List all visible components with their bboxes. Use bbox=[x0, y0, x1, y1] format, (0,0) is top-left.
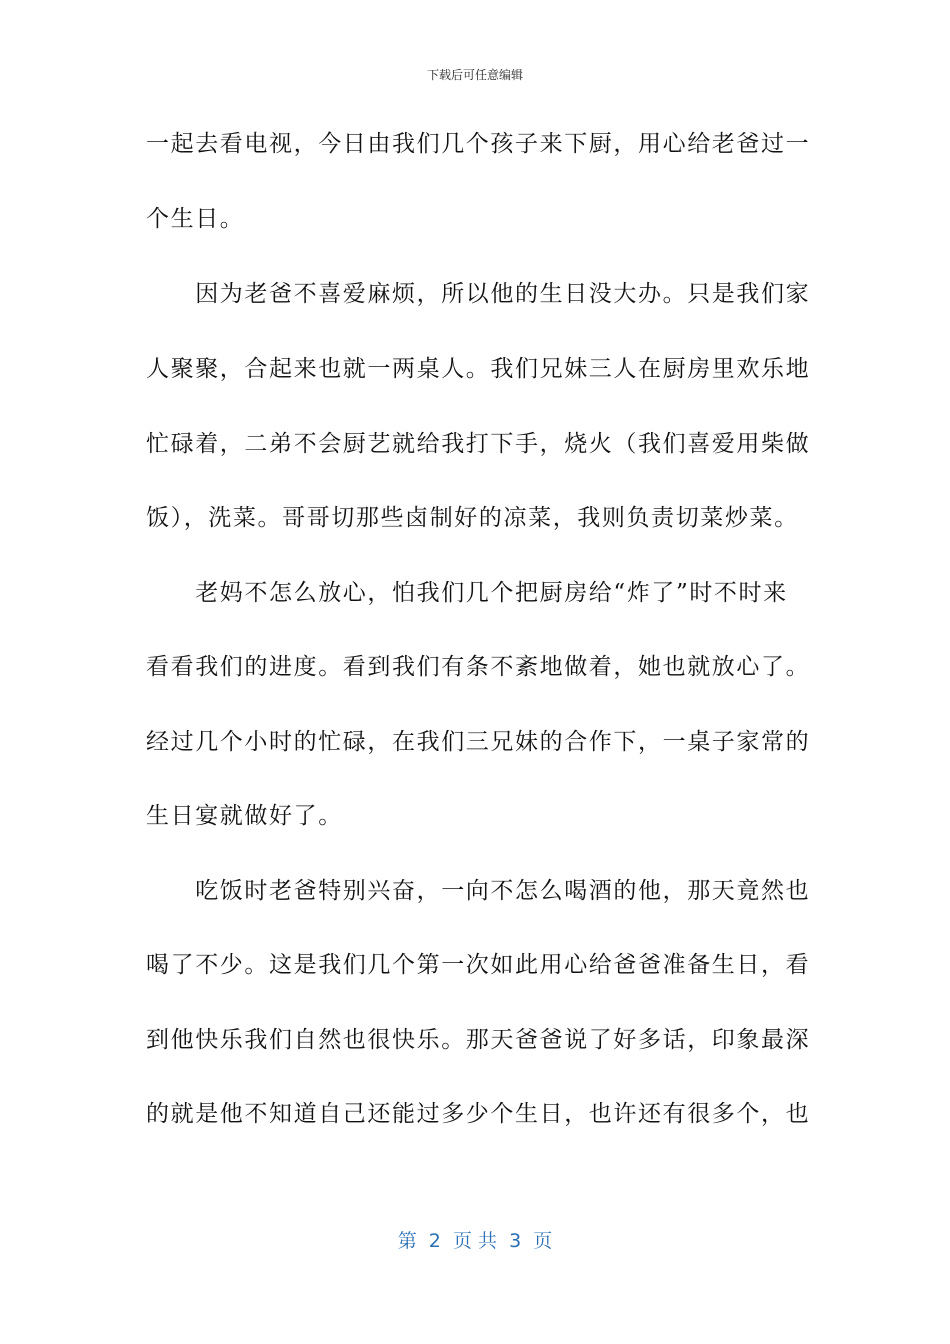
text-line: 吃饭时老爸特别兴奋，一向不怎么喝酒的他，那天竟然也 bbox=[146, 878, 811, 904]
page-header: 下载后可任意编辑 bbox=[426, 68, 523, 82]
text-line: 经过几个小时的忙碌，在我们三兄妹的合作下，一桌子家常的 bbox=[146, 729, 811, 755]
text-line: 忙碌着，二弟不会厨艺就给我打下手，烧火（我们喜爱用柴做 bbox=[146, 431, 811, 457]
text-line: 喝了不少。这是我们几个第一次如此用心给爸爸准备生日，看 bbox=[146, 952, 811, 978]
text-line: 人聚聚，合起来也就一两桌人。我们兄妹三人在厨房里欢乐地 bbox=[146, 356, 811, 382]
text-line: 一起去看电视，今日由我们几个孩子来下厨，用心给老爸过一 bbox=[146, 131, 811, 157]
text-line: 因为老爸不喜爱麻烦，所以他的生日没大办。只是我们家 bbox=[146, 281, 811, 307]
text-line: 老妈不怎么放心，怕我们几个把厨房给“炸了”时不时来 bbox=[146, 580, 788, 606]
text-line: 的就是他不知道自己还能过多少个生日，也许还有很多个，也 bbox=[146, 1101, 811, 1127]
text-line: 饭），洗菜。哥哥切那些卤制好的凉菜，我则负责切菜炒菜。 bbox=[146, 505, 799, 531]
text-line: 个生日。 bbox=[146, 206, 245, 232]
text-line: 生日宴就做好了。 bbox=[146, 803, 343, 829]
page-number-footer: 第 2 页 共 3 页 bbox=[397, 1230, 553, 1252]
text-line: 到他快乐我们自然也很快乐。那天爸爸说了好多话，印象最深 bbox=[146, 1027, 811, 1053]
text-line: 看看我们的进度。看到我们有条不紊地做着，她也就放心了。 bbox=[146, 654, 811, 680]
